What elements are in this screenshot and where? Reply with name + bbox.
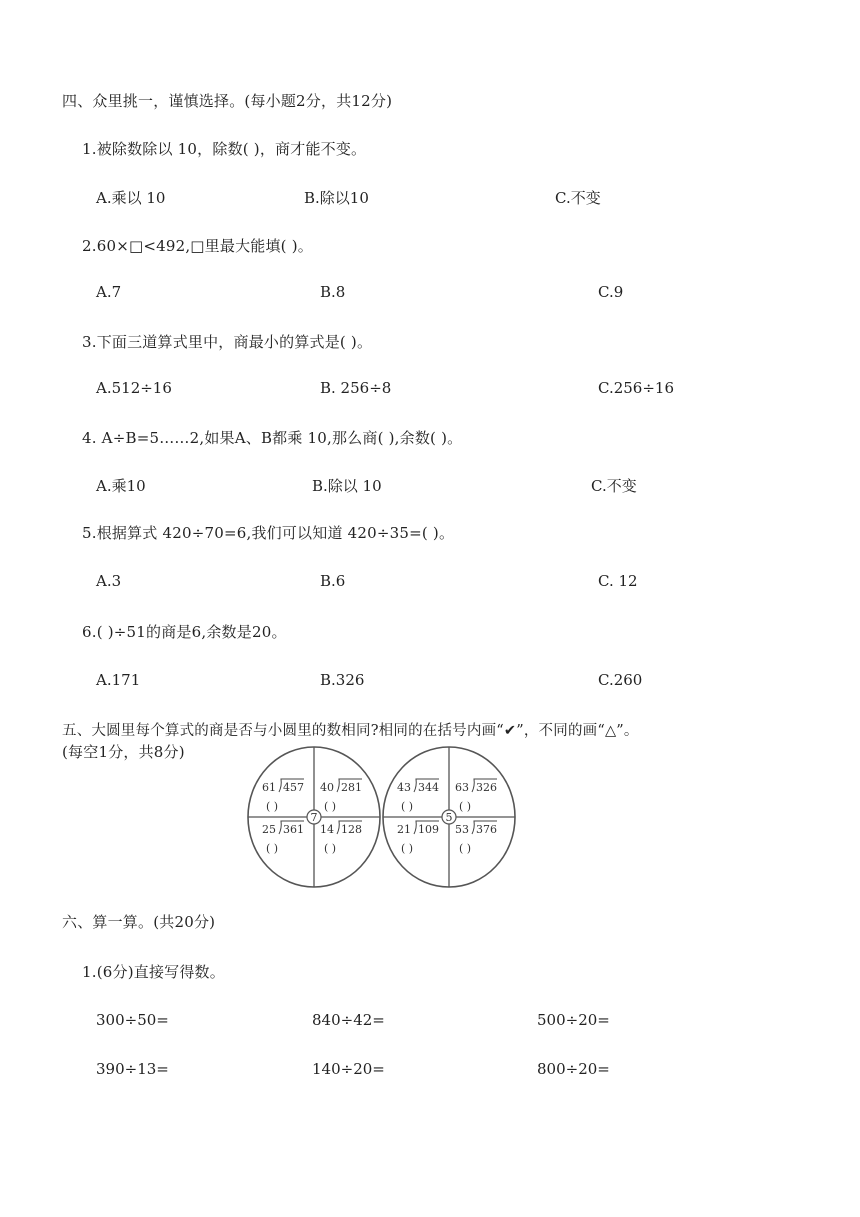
question-5-option-b: B.6 (320, 572, 346, 590)
question-1-stem: 1.被除数除以 10，除数( )，商才能不变。 (82, 140, 367, 158)
question-2-option-a: A.7 (96, 283, 122, 301)
left-cell-2-divisor: 40 (320, 781, 334, 794)
calc-item: 800÷20= (537, 1060, 610, 1078)
left-cell-1-paren: ( ) (266, 800, 279, 813)
left-cell-3-divisor: 25 (262, 823, 276, 836)
section5-subtitle: (每空1分，共8分) (62, 743, 185, 761)
question-6-stem: 6.( )÷51的商是6,余数是20。 (82, 623, 287, 641)
right-cell-4-dividend: 376 (476, 823, 497, 836)
right-cell-1-dividend: 344 (418, 781, 439, 794)
question-3-option-c: C.256÷16 (598, 379, 674, 397)
question-2-stem: 2.60×□<492,□里最大能填( )。 (82, 237, 313, 255)
left-cell-3-dividend: 361 (283, 823, 304, 836)
question-4-stem: 4. A÷B=5……2,如果A、B都乘 10,那么商( ),余数( )。 (82, 429, 463, 447)
calc-item: 390÷13= (96, 1060, 169, 1078)
section6-question-1: 1.(6分)直接写得数。 (82, 963, 225, 981)
question-1-option-a: A.乘以 10 (96, 189, 166, 207)
question-5-option-c: C. 12 (598, 572, 638, 590)
calc-item: 840÷42= (312, 1011, 385, 1029)
question-2-option-c: C.9 (598, 283, 624, 301)
question-3-option-b: B. 256÷8 (320, 379, 392, 397)
left-cell-2-dividend: 281 (341, 781, 362, 794)
section4-title: 四、众里挑一，谨慎选择。(每小题2分，共12分) (62, 92, 393, 110)
calc-item: 500÷20= (537, 1011, 610, 1029)
question-3-stem: 3.下面三道算式里中，商最小的算式是( )。 (82, 333, 373, 351)
quotient-circles-figure (246, 744, 518, 890)
right-cell-3-divisor: 21 (397, 823, 411, 836)
question-1-option-c: C.不变 (555, 189, 601, 207)
question-4-option-b: B.除以 10 (312, 477, 382, 495)
big-circle-left (248, 747, 380, 887)
question-6-option-a: A.171 (96, 671, 141, 689)
right-cell-3-paren: ( ) (401, 842, 414, 855)
question-5-stem: 5.根据算式 420÷70=6,我们可以知道 420÷35=( )。 (82, 524, 455, 542)
question-6-option-b: B.326 (320, 671, 365, 689)
calc-item: 300÷50= (96, 1011, 169, 1029)
left-cell-4-divisor: 14 (320, 823, 334, 836)
right-cell-2-paren: ( ) (459, 800, 472, 813)
question-5-option-a: A.3 (96, 572, 122, 590)
question-1-option-b: B.除以10 (304, 189, 369, 207)
left-cell-4-dividend: 128 (341, 823, 362, 836)
right-cell-2-dividend: 326 (476, 781, 497, 794)
left-cell-2-paren: ( ) (324, 800, 337, 813)
small-circle-left-number: 7 (310, 811, 318, 824)
left-cell-1-divisor: 61 (262, 781, 276, 794)
left-cell-4-paren: ( ) (324, 842, 337, 855)
question-3-option-a: A.512÷16 (96, 379, 172, 397)
left-cell-1-dividend: 457 (283, 781, 304, 794)
right-cell-4-paren: ( ) (459, 842, 472, 855)
left-cell-3-paren: ( ) (266, 842, 279, 855)
section6-title: 六、算一算。(共20分) (62, 913, 216, 931)
right-cell-4-divisor: 53 (455, 823, 469, 836)
right-cell-2-divisor: 63 (455, 781, 469, 794)
section5-title: 五、大圆里每个算式的商是否与小圆里的数相同?相同的在括号内画“✔”，不同的画“△”。 (62, 723, 639, 739)
right-cell-1-divisor: 43 (397, 781, 411, 794)
question-2-option-b: B.8 (320, 283, 346, 301)
question-4-option-c: C.不变 (591, 477, 637, 495)
right-cell-3-dividend: 109 (418, 823, 439, 836)
small-circle-right-number: 5 (445, 811, 453, 824)
right-cell-1-paren: ( ) (401, 800, 414, 813)
question-6-option-c: C.260 (598, 671, 643, 689)
calc-item: 140÷20= (312, 1060, 385, 1078)
big-circle-right (383, 747, 515, 887)
question-4-option-a: A.乘10 (96, 477, 146, 495)
